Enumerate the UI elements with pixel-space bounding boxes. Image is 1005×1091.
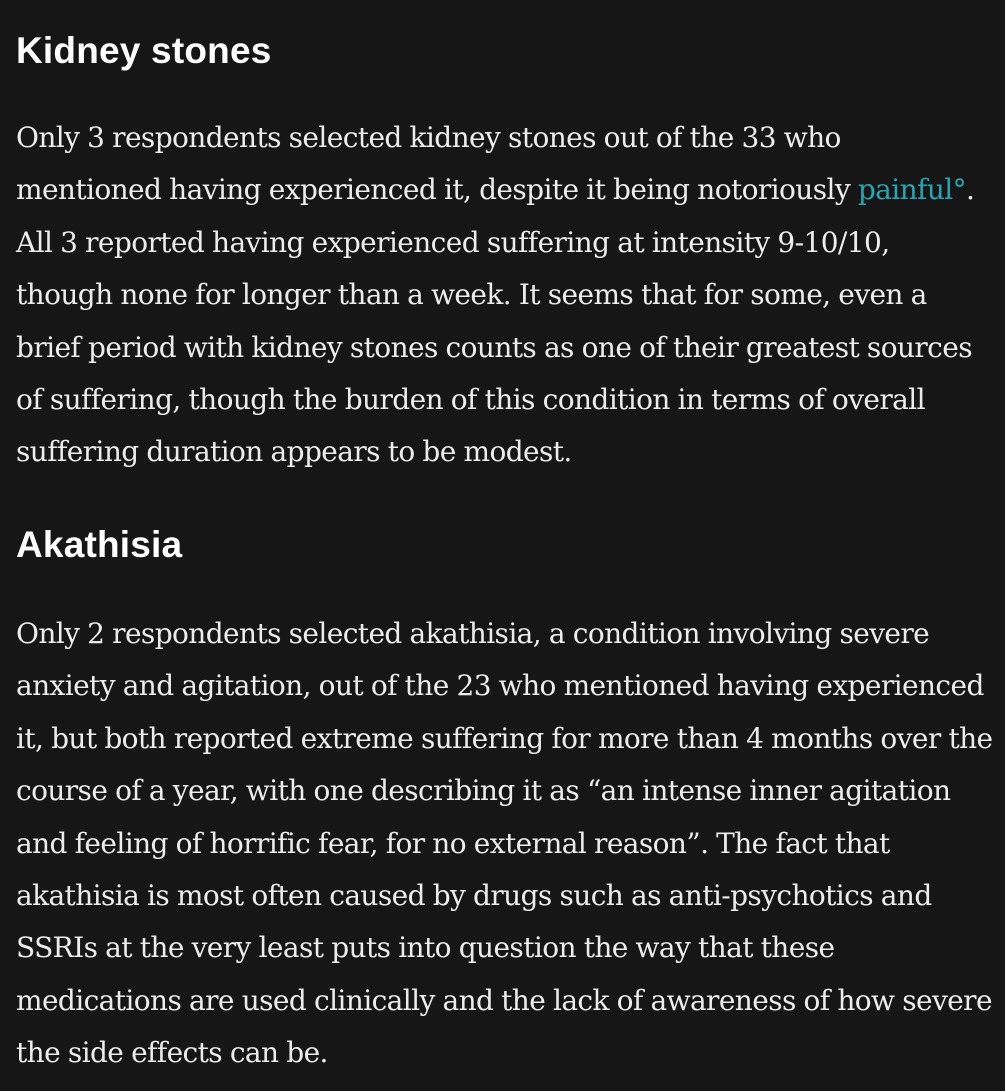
paragraph-text-before-link: Only 3 respondents selected kidney stones out of the 33 who mentioned having experienced it, despite it being notoriously xyxy=(16,121,858,207)
painful-link[interactable]: painful° xyxy=(857,173,967,207)
paragraph-text-after-link: . All 3 reported having experienced suffering at intensity 9-10/10, though none for longer than a week. It seems that for some, even a brief period with kidney stones counts as one of their greatest sources of suffering, though the burden of this condition in terms of overall suffering duration appears to be modest. xyxy=(16,173,975,469)
section-paragraph-kidney-stones xyxy=(16,112,991,479)
section-heading-akathisia: Akathisia xyxy=(16,524,183,565)
section-heading-kidney-stones: Kidney stones xyxy=(16,30,272,71)
section-paragraph-akathisia: Only 2 respondents selected akathisia, a condition involving severe anxiety and agitation, out of the 23 who mentioned having experienced it, but both reported extreme suffering for more than 4 months over the course of a year, with one describing it as “an intense inner agitation and feeling of horrific fear, for no external reason”. The fact that akathisia is most often caused by drugs such as anti-psychotics and SSRIs at the very least puts into question the way that these medications are used clinically and the lack of awareness of how severe the side effects can be. xyxy=(16,617,993,1070)
